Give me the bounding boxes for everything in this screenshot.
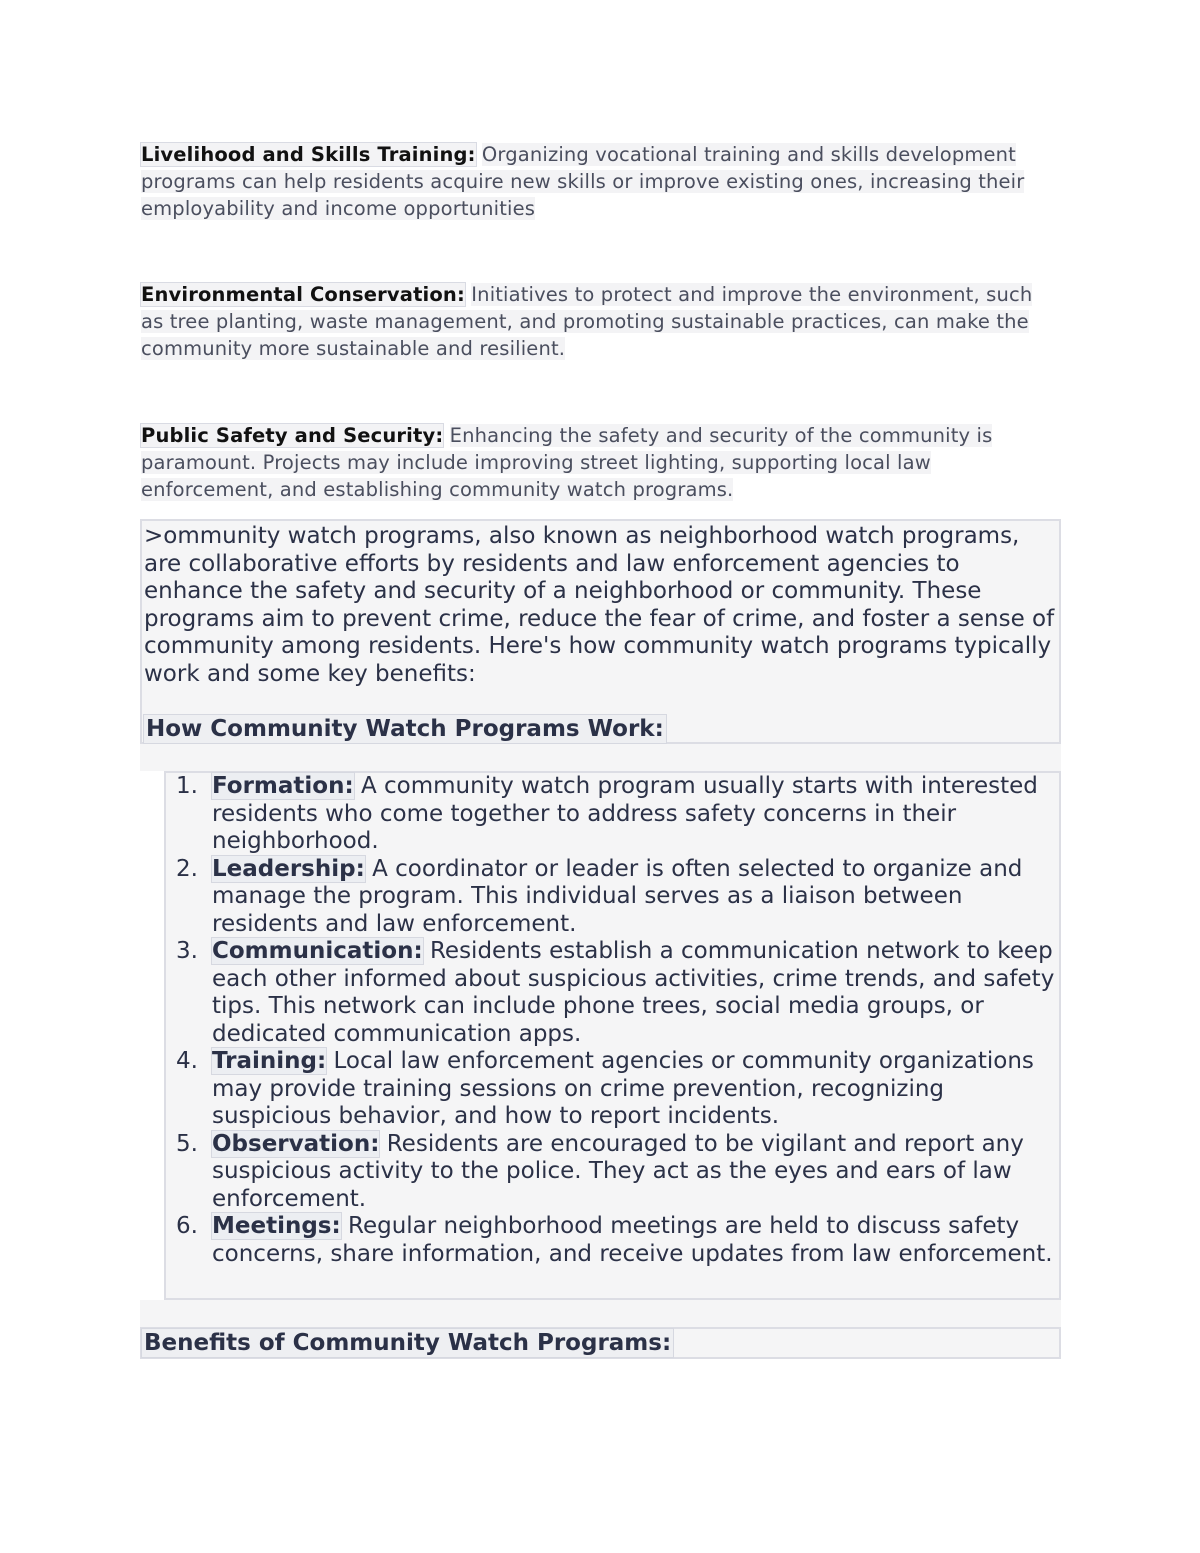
list-item [166,1213,1059,1268]
section-body: Enhancing the safety and security of the community is paramount. Projects may include improving street lighting, supporting local law enforcement, and establishing community watch programs. [141,424,993,501]
steps-list [166,773,1059,1268]
item-term: Leadership: [212,855,365,882]
list-item [166,773,1059,856]
intro-box [140,519,1061,744]
list-item [166,1048,1059,1131]
item-number: 1. [176,773,198,799]
item-term: Training: [212,1048,327,1074]
item-number: 2. [176,855,198,882]
item-text: A community watch program usually starts with interested residents who come together to address safety concerns in their neighborhood. [212,773,1038,854]
item-text: A coordinator or leader is often selected to organize and manage the program. This individual serves as a liaison between residents and law enforcement. [212,855,1023,937]
item-number: 6. [176,1213,198,1239]
item-term: Communication: [212,938,423,964]
benefits-heading: Benefits of Community Watch Programs: [144,1330,672,1356]
item-text: Residents are encouraged to be vigilant and report any suspicious activity to the police. They act as the eyes and ears of law enforcement. [212,1130,1024,1212]
item-text: Local law enforcement agencies or community organizations may provide training sessions on crime prevention, recognizing suspicious behavior, and how to report incidents. [212,1048,1034,1129]
section-environment [141,281,1061,362]
list-item [166,1131,1059,1214]
item-term: Formation: [212,773,354,799]
section-body: Organizing vocational training and skills development programs can help residents acquire new skills or improve existing ones, increasing their employability and income opportunities [141,143,1025,220]
spacer-strip [140,744,1061,771]
section-lead: Livelihood and Skills Training: [141,143,476,166]
steps-box [164,771,1061,1300]
item-number: 5. [176,1130,198,1157]
item-number: 3. [176,938,198,964]
item-term: Observation: [212,1130,380,1157]
item-text: Residents establish a communication network to keep each other informed about suspicious activities, crime trends, and safety tips. This network can include phone trees, social media groups, or dedicated communication apps. [212,938,1055,1047]
item-number: 4. [176,1048,198,1074]
section-livelihood [141,141,1061,222]
section-body: Initiatives to protect and improve the environment, such as tree planting, waste management, and promoting sustainable practices, can make the community more sustainable and resilient. [141,283,1033,360]
intro-text: >ommunity watch programs, also known as neighborhood watch programs, are collaborative efforts by residents and law enforcement agencies to enhance the safety and security of a neighborhood or community. These programs aim to prevent crime, reduce the fear of crime, and foster a sense of community among residents. Here's how community watch programs typically work and some key benefits: [144,523,1055,687]
section-lead: Public Safety and Security: [141,424,444,447]
item-term: Meetings: [212,1213,341,1239]
section-public-safety [141,422,1061,503]
benefits-box [140,1327,1061,1359]
list-item [166,856,1059,939]
section-lead: Environmental Conservation: [141,283,465,306]
how-it-works-heading: How Community Watch Programs Work: [146,716,664,742]
spacer-strip [140,1300,1061,1327]
list-item [166,938,1059,1048]
item-text: Regular neighborhood meetings are held to discuss safety concerns, share information, and receive updates from law enforcement. [212,1213,1053,1267]
